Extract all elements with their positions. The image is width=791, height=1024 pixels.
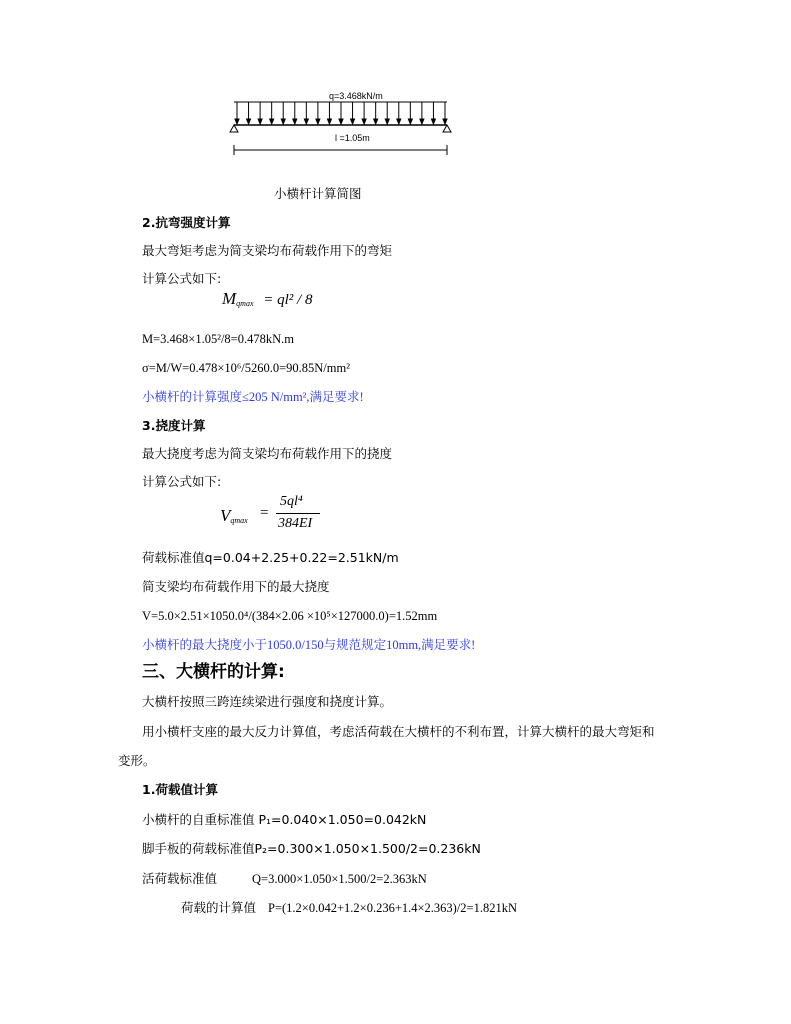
load-label: q=3.468kN/m (329, 91, 383, 101)
diagram-caption: 小横杆计算简图 (274, 186, 362, 201)
bending-conclusion: 小横杆的计算强度≤205 N/mm²,满足要求! (142, 390, 364, 404)
load-arrow-head (247, 119, 251, 124)
moment-formula (222, 290, 312, 309)
load-arrow-head (385, 119, 389, 124)
load-arrow-head (374, 119, 378, 124)
bending-text-1: 最大弯矩考虑为简支梁均布荷载作用下的弯矩 (142, 243, 393, 258)
load-arrow-head (408, 119, 412, 124)
load-arrow-head (281, 119, 285, 124)
subsection-heading-load: 1.荷载值计算 (142, 782, 218, 797)
load-arrow-head (431, 119, 435, 124)
load-arrow-head (270, 119, 274, 124)
moment-calc: M=3.468×1.05²/8=0.478kN.m (142, 332, 294, 346)
deflection-formula-num: 5ql⁴ (280, 494, 303, 509)
load-arrow-head (316, 119, 320, 124)
design-load-value: P=(1.2×0.042+1.2×0.236+1.4×2.363)/2=1.821kN (268, 901, 517, 915)
design-load-label: 荷载的计算值 (181, 900, 257, 915)
beam-diagram (225, 88, 465, 163)
deflection-text-1: 最大挠度考虑为简支梁均布荷载作用下的挠度 (142, 446, 393, 461)
deflection-formula-lhs: V (220, 506, 231, 525)
live-load-value: Q=3.000×1.050×1.500/2=2.363kN (252, 872, 427, 886)
moment-formula-lhs: M (222, 289, 237, 308)
deflection-formula-sub: qmax (230, 516, 248, 525)
part-title: 三、大横杆的计算: (142, 662, 285, 682)
part-paragraph-1: 大横杆按照三跨连续梁进行强度和挠度计算。 (142, 694, 393, 709)
deflection-formula-eq: = (260, 505, 269, 521)
bending-text-2: 计算公式如下: (142, 271, 222, 286)
section-heading-deflection: 3.挠度计算 (142, 418, 206, 433)
load-arrow-head (327, 119, 331, 124)
load-arrow-head (235, 119, 239, 124)
span-label: l =1.05m (335, 133, 370, 143)
fraction-bar (276, 513, 320, 514)
moment-formula-sub: qmax (236, 299, 254, 308)
deflection-text-3: 简支梁均布荷载作用下的最大挠度 (142, 579, 330, 594)
load-arrow-head (304, 119, 308, 124)
scaffold-board-load: 脚手板的荷载标准值P₂=0.300×1.050×1.500/2=0.236kN (142, 841, 481, 856)
deflection-formula-den: 384EI (278, 516, 313, 531)
sigma-calc: σ=M/W=0.478×10⁶/5260.0=90.85N/mm² (142, 361, 350, 375)
load-arrow-head (293, 119, 297, 124)
deflection-text-2: 计算公式如下: (142, 474, 222, 489)
load-arrow-head (420, 119, 424, 124)
crossbar-self-weight: 小横杆的自重标准值 P₁=0.040×1.050=0.042kN (142, 812, 427, 827)
load-arrow-head (362, 119, 366, 124)
load-arrow-head (397, 119, 401, 124)
load-arrow-head (351, 119, 355, 124)
section-heading-bending: 2.抗弯强度计算 (142, 215, 231, 230)
live-load-label: 活荷载标准值 (142, 871, 218, 886)
deflection-calc: V=5.0×2.51×1050.0⁴/(384×2.06 ×10⁵×127000.0)=1.52mm (142, 609, 438, 623)
load-standard-value: 荷载标准值q=0.04+2.25+0.22=2.51kN/m (142, 550, 399, 565)
moment-formula-rhs: = ql² / 8 (263, 292, 313, 308)
deflection-formula (220, 494, 330, 534)
part-paragraph-2b: 变形。 (118, 753, 156, 768)
deflection-conclusion: 小横杆的最大挠度小于1050.0/150与规范规定10mm,满足要求! (142, 638, 476, 652)
load-arrow-head (339, 119, 343, 124)
load-arrow-head (258, 119, 262, 124)
load-arrow-head (443, 119, 447, 124)
part-paragraph-2a: 用小横杆支座的最大反力计算值，考虑活荷载在大横杆的不利布置，计算大横杆的最大弯矩和 (142, 724, 655, 739)
